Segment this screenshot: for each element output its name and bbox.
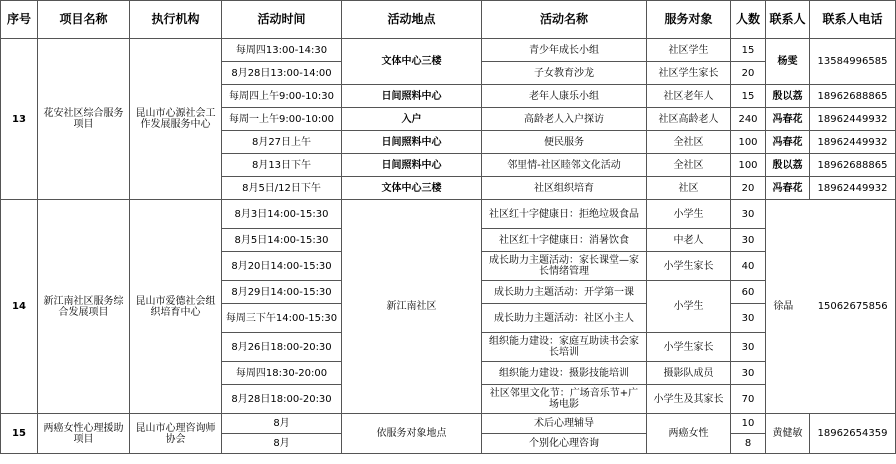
activity-cell: 子女教育沙龙 (482, 62, 647, 85)
project-cell: 新江南社区服务综合发展项目 (38, 200, 130, 414)
location-cell: 文体中心三楼 (342, 177, 482, 200)
activity-cell: 老年人康乐小组 (482, 85, 647, 108)
table-row (1, 39, 896, 62)
activity-cell: 个别化心理咨询 (482, 434, 647, 454)
contact-cell: 冯春花 (766, 177, 810, 200)
count-cell: 60 (731, 281, 766, 304)
count-cell: 30 (731, 229, 766, 252)
time-cell: 8月 (222, 414, 342, 434)
table-row (1, 200, 896, 229)
location-cell: 入户 (342, 108, 482, 131)
seq-cell: 14 (1, 200, 38, 414)
header-project: 项目名称 (38, 1, 130, 39)
seq-cell: 15 (1, 414, 38, 454)
header-contact: 联系人 (766, 1, 810, 39)
contact-cell: 黄健敏 (766, 414, 810, 454)
time-cell: 8月28日18:00-20:30 (222, 385, 342, 414)
count-cell: 8 (731, 434, 766, 454)
activity-cell: 社区红十字健康日：拒绝垃圾食品 (482, 200, 647, 229)
time-cell: 每周三下午14:00-15:30 (222, 304, 342, 333)
location-cell: 日间照料中心 (342, 131, 482, 154)
contact-cell: 冯春花 (766, 131, 810, 154)
activity-cell: 成长助力主题活动：开学第一课 (482, 281, 647, 304)
header-row (1, 1, 896, 39)
header-phone: 联系人电话 (810, 1, 896, 39)
activity-cell: 高龄老人入户探访 (482, 108, 647, 131)
agency-cell: 昆山市心源社会工作发展服务中心 (130, 39, 222, 200)
header-count: 人数 (731, 1, 766, 39)
contact-phone-cell (766, 200, 896, 414)
phone-cell: 18962449932 (810, 108, 896, 131)
phone-cell: 18962449932 (810, 131, 896, 154)
header-seq: 序号 (1, 1, 38, 39)
location-cell: 文体中心三楼 (342, 39, 482, 85)
table-row (1, 414, 896, 434)
time-cell: 每周一上午9:00-10:00 (222, 108, 342, 131)
contact-cell: 殷以荔 (766, 154, 810, 177)
phone-cell: 18962688865 (810, 85, 896, 108)
activity-cell: 邻里情-社区睦邻文化活动 (482, 154, 647, 177)
location-cell: 日间照料中心 (342, 85, 482, 108)
location-cell: 日间照料中心 (342, 154, 482, 177)
time-cell: 8月5日/12日下午 (222, 177, 342, 200)
time-cell: 每周四18:30-20:00 (222, 362, 342, 385)
activity-cell: 组织能力建设：家庭互助读书会家长培训 (482, 333, 647, 362)
count-cell: 15 (731, 85, 766, 108)
contact-phone: 15062675856 (817, 301, 888, 312)
activity-cell: 社区邻里文化节：广场音乐节+广场电影 (482, 385, 647, 414)
target-cell: 两癌女性 (647, 414, 731, 454)
count-cell: 30 (731, 304, 766, 333)
header-target: 服务对象 (647, 1, 731, 39)
count-cell: 40 (731, 252, 766, 281)
count-cell: 30 (731, 333, 766, 362)
phone-cell: 18962654359 (810, 414, 896, 454)
seq-cell: 13 (1, 39, 38, 200)
header-time: 活动时间 (222, 1, 342, 39)
time-cell: 每周四13:00-14:30 (222, 39, 342, 62)
target-cell: 小学生 (647, 281, 731, 333)
activity-cell: 社区组织培育 (482, 177, 647, 200)
time-cell: 8月20日14:00-15:30 (222, 252, 342, 281)
project-cell: 花安社区综合服务项目 (38, 39, 130, 200)
target-cell: 小学生家长 (647, 252, 731, 281)
contact-cell: 杨雯 (766, 39, 810, 85)
activity-cell: 成长助力主题活动：社区小主人 (482, 304, 647, 333)
phone-cell: 18962449932 (810, 177, 896, 200)
contact-cell: 殷以荔 (766, 85, 810, 108)
time-cell: 8月3日14:00-15:30 (222, 200, 342, 229)
header-agency: 执行机构 (130, 1, 222, 39)
target-cell: 全社区 (647, 131, 731, 154)
project-cell: 两癌女性心理援助项目 (38, 414, 130, 454)
count-cell: 70 (731, 385, 766, 414)
target-cell: 社区学生家长 (647, 62, 731, 85)
activity-cell: 成长助力主题活动：家长课堂—家长情绪管理 (482, 252, 647, 281)
activity-cell: 组织能力建设：摄影技能培训 (482, 362, 647, 385)
agency-cell: 昆山市爱德社会组织培育中心 (130, 200, 222, 414)
location-cell: 新江南社区 (342, 200, 482, 414)
activity-cell: 社区红十字健康日：消暑饮食 (482, 229, 647, 252)
target-cell: 中老人 (647, 229, 731, 252)
header-activity: 活动名称 (482, 1, 647, 39)
count-cell: 100 (731, 154, 766, 177)
count-cell: 15 (731, 39, 766, 62)
count-cell: 10 (731, 414, 766, 434)
agency-cell: 昆山市心理咨询师协会 (130, 414, 222, 454)
time-cell: 8月26日18:00-20:30 (222, 333, 342, 362)
phone-cell: 18962688865 (810, 154, 896, 177)
time-cell: 每周四上午9:00-10:30 (222, 85, 342, 108)
target-cell: 社区学生 (647, 39, 731, 62)
activity-cell: 便民服务 (482, 131, 647, 154)
time-cell: 8月28日13:00-14:00 (222, 62, 342, 85)
target-cell: 小学生家长 (647, 333, 731, 362)
target-cell: 摄影队成员 (647, 362, 731, 385)
activity-cell: 术后心理辅导 (482, 414, 647, 434)
time-cell: 8月27日上午 (222, 131, 342, 154)
contact-cell: 冯春花 (766, 108, 810, 131)
target-cell: 社区 (647, 177, 731, 200)
count-cell: 20 (731, 62, 766, 85)
count-cell: 240 (731, 108, 766, 131)
count-cell: 30 (731, 200, 766, 229)
count-cell: 20 (731, 177, 766, 200)
count-cell: 100 (731, 131, 766, 154)
target-cell: 小学生 (647, 200, 731, 229)
location-cell: 依服务对象地点 (342, 414, 482, 454)
count-cell: 30 (731, 362, 766, 385)
target-cell: 社区高龄老人 (647, 108, 731, 131)
time-cell: 8月5日14:00-15:30 (222, 229, 342, 252)
time-cell: 8月13日下午 (222, 154, 342, 177)
target-cell: 全社区 (647, 154, 731, 177)
contact-name: 徐晶 (773, 301, 794, 312)
activity-cell: 青少年成长小组 (482, 39, 647, 62)
time-cell: 8月29日14:00-15:30 (222, 281, 342, 304)
target-cell: 小学生及其家长 (647, 385, 731, 414)
time-cell: 8月 (222, 434, 342, 454)
phone-cell: 13584996585 (810, 39, 896, 85)
header-location: 活动地点 (342, 1, 482, 39)
target-cell: 社区老年人 (647, 85, 731, 108)
